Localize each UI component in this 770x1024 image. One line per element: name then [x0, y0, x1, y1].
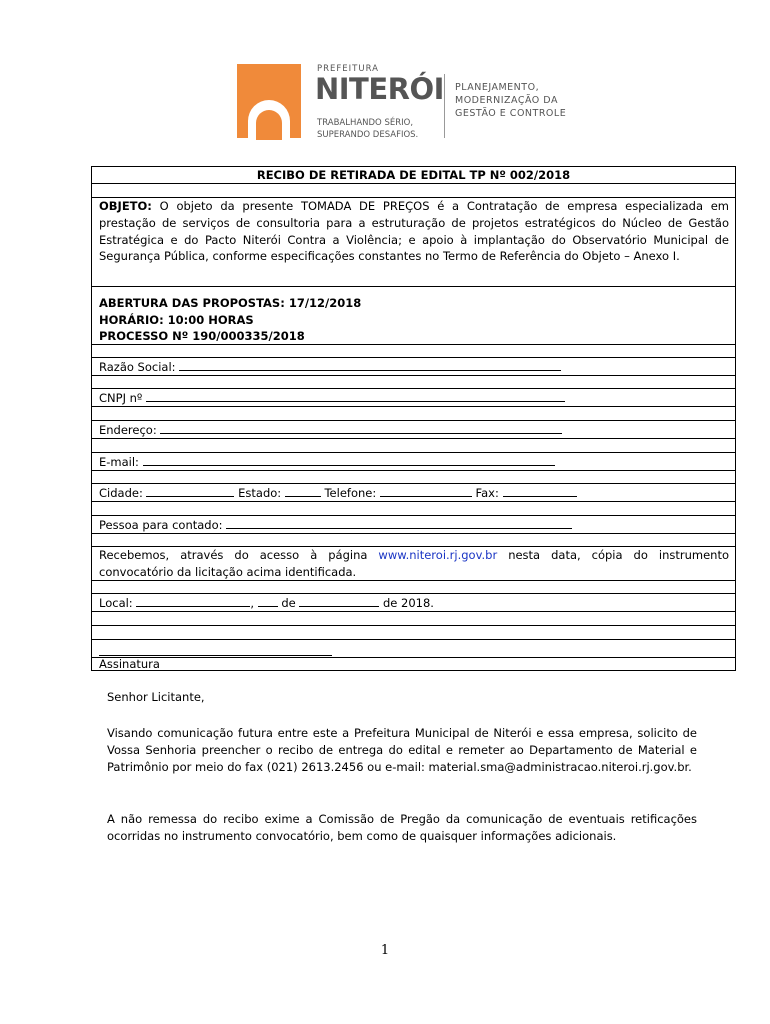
row-divider: [92, 183, 735, 184]
telefone-field[interactable]: [380, 485, 472, 497]
row-divider: [92, 470, 735, 471]
pessoa-label: Pessoa para contado:: [99, 518, 223, 532]
razao-social-field[interactable]: [179, 359, 561, 371]
row-divider: [92, 344, 735, 345]
fax-label: Fax:: [475, 486, 499, 500]
logo-slogan-line2: SUPERANDO DESAFIOS.: [317, 130, 419, 140]
local-de: de: [281, 596, 296, 610]
cidade-estado-row: [99, 485, 729, 502]
row-divider: [92, 593, 735, 594]
row-divider: [92, 639, 735, 640]
logo-slogan-line1: TRABALHANDO SÉRIO,: [317, 118, 414, 128]
objeto-paragraph: [99, 198, 729, 265]
local-comma: ,: [250, 596, 254, 610]
letter-paragraph-1: Visando comunicação futura entre este a Prefeitura Municipal de Niterói e essa empresa, solicito de Vossa Senhoria preencher o recibo de entrega do edital e remeter ao Departamento de Material e Patrimônio por meio do fax (021) 2613.2456 ou e-mail: material.sma@administracao.niteroi.rj.gov.br.: [107, 726, 697, 774]
logo-prefeitura-text: PREFEITURA: [317, 64, 379, 74]
email-row: [99, 454, 555, 471]
cnpj-label: CNPJ nº: [99, 391, 143, 405]
email-label: E-mail:: [99, 455, 139, 469]
row-divider: [92, 580, 735, 581]
month-field[interactable]: [299, 595, 379, 607]
row-divider: [92, 452, 735, 453]
row-divider: [92, 388, 735, 389]
email-field[interactable]: [143, 454, 555, 466]
processo-number: PROCESSO Nº 190/000335/2018: [99, 329, 305, 343]
recebemos-post: nesta data, cópia do instrumento: [508, 548, 729, 562]
row-divider: [92, 406, 735, 407]
row-divider: [92, 657, 735, 658]
endereco-label: Endereço:: [99, 423, 157, 437]
form-title: RECIBO DE RETIRADA DE EDITAL TP Nº 002/2018: [256, 168, 571, 182]
pessoa-row: [99, 517, 572, 534]
logo-divider: [444, 74, 445, 138]
page-number: 1: [380, 943, 390, 958]
row-divider: [92, 501, 735, 502]
telefone-label: Telefone:: [324, 486, 377, 500]
letter-greeting: Senhor Licitante,: [107, 690, 205, 704]
horario: HORÁRIO: 10:00 HORAS: [99, 313, 254, 327]
logo-niteroi-text: NITERÓI: [315, 72, 444, 106]
cnpj-row: [99, 390, 565, 407]
row-divider: [92, 515, 735, 516]
objeto-label: OBJETO:: [99, 199, 152, 213]
row-divider: [92, 611, 735, 612]
letter-paragraph-2: A não remessa do recibo exime a Comissão de Pregão da comunicação de eventuais retificações ocorridas no instrumento convocatório, bem como de quaisquer informações adicionais.: [107, 812, 697, 843]
endereco-row: [99, 422, 562, 439]
recebemos-line1: [99, 547, 729, 564]
local-field[interactable]: [136, 595, 250, 607]
logo-department-line1: PLANEJAMENTO,: [455, 82, 540, 93]
row-divider: [92, 625, 735, 626]
local-row: [99, 595, 434, 612]
prefeitura-logo: [237, 64, 577, 144]
row-divider: [92, 483, 735, 484]
row-divider: [92, 357, 735, 358]
recebemos-pre: Recebemos, através do acesso à página: [99, 548, 368, 562]
logo-department-line2: MODERNIZAÇÃO DA: [455, 95, 558, 106]
estado-field[interactable]: [285, 485, 321, 497]
abertura-propostas: ABERTURA DAS PROPOSTAS: 17/12/2018: [99, 296, 362, 310]
objeto-text: O objeto da presente TOMADA DE PREÇOS é a Contratação de empresa especializada em prestação de serviços de consultoria para a estruturação de projetos estratégicos do Núcleo de Gestão Estratégica e do Pacto Niterói Contra a Violência; e apoio à implantação do Observatório Municipal de Segurança Pública, conforme especificações constantes no Termo de Referência do Objeto – Anexo I.: [99, 199, 730, 264]
pessoa-field[interactable]: [226, 517, 572, 529]
row-divider: [92, 420, 735, 421]
cidade-label: Cidade:: [99, 486, 143, 500]
row-divider: [92, 286, 735, 287]
local-year: de 2018.: [383, 596, 434, 610]
niteroi-website-link[interactable]: www.niteroi.rj.gov.br: [378, 548, 498, 562]
row-divider: [92, 533, 735, 534]
cnpj-field[interactable]: [146, 390, 565, 402]
assinatura-label: Assinatura: [99, 657, 160, 671]
razao-social-label: Razão Social:: [99, 360, 176, 374]
recebemos-line2: convocatório da licitação acima identificada.: [99, 565, 357, 579]
row-divider: [92, 375, 735, 376]
local-label: Local:: [99, 596, 133, 610]
cidade-field[interactable]: [146, 485, 234, 497]
logo-department-line3: GESTÃO E CONTROLE: [455, 108, 567, 119]
estado-label: Estado:: [238, 486, 282, 500]
day-field[interactable]: [258, 595, 278, 607]
fax-field[interactable]: [503, 485, 577, 497]
razao-social-row: [99, 359, 561, 376]
endereco-field[interactable]: [160, 422, 562, 434]
row-divider: [92, 438, 735, 439]
receipt-form: [91, 166, 736, 671]
niteroi-logo-mark-icon: [237, 64, 301, 138]
